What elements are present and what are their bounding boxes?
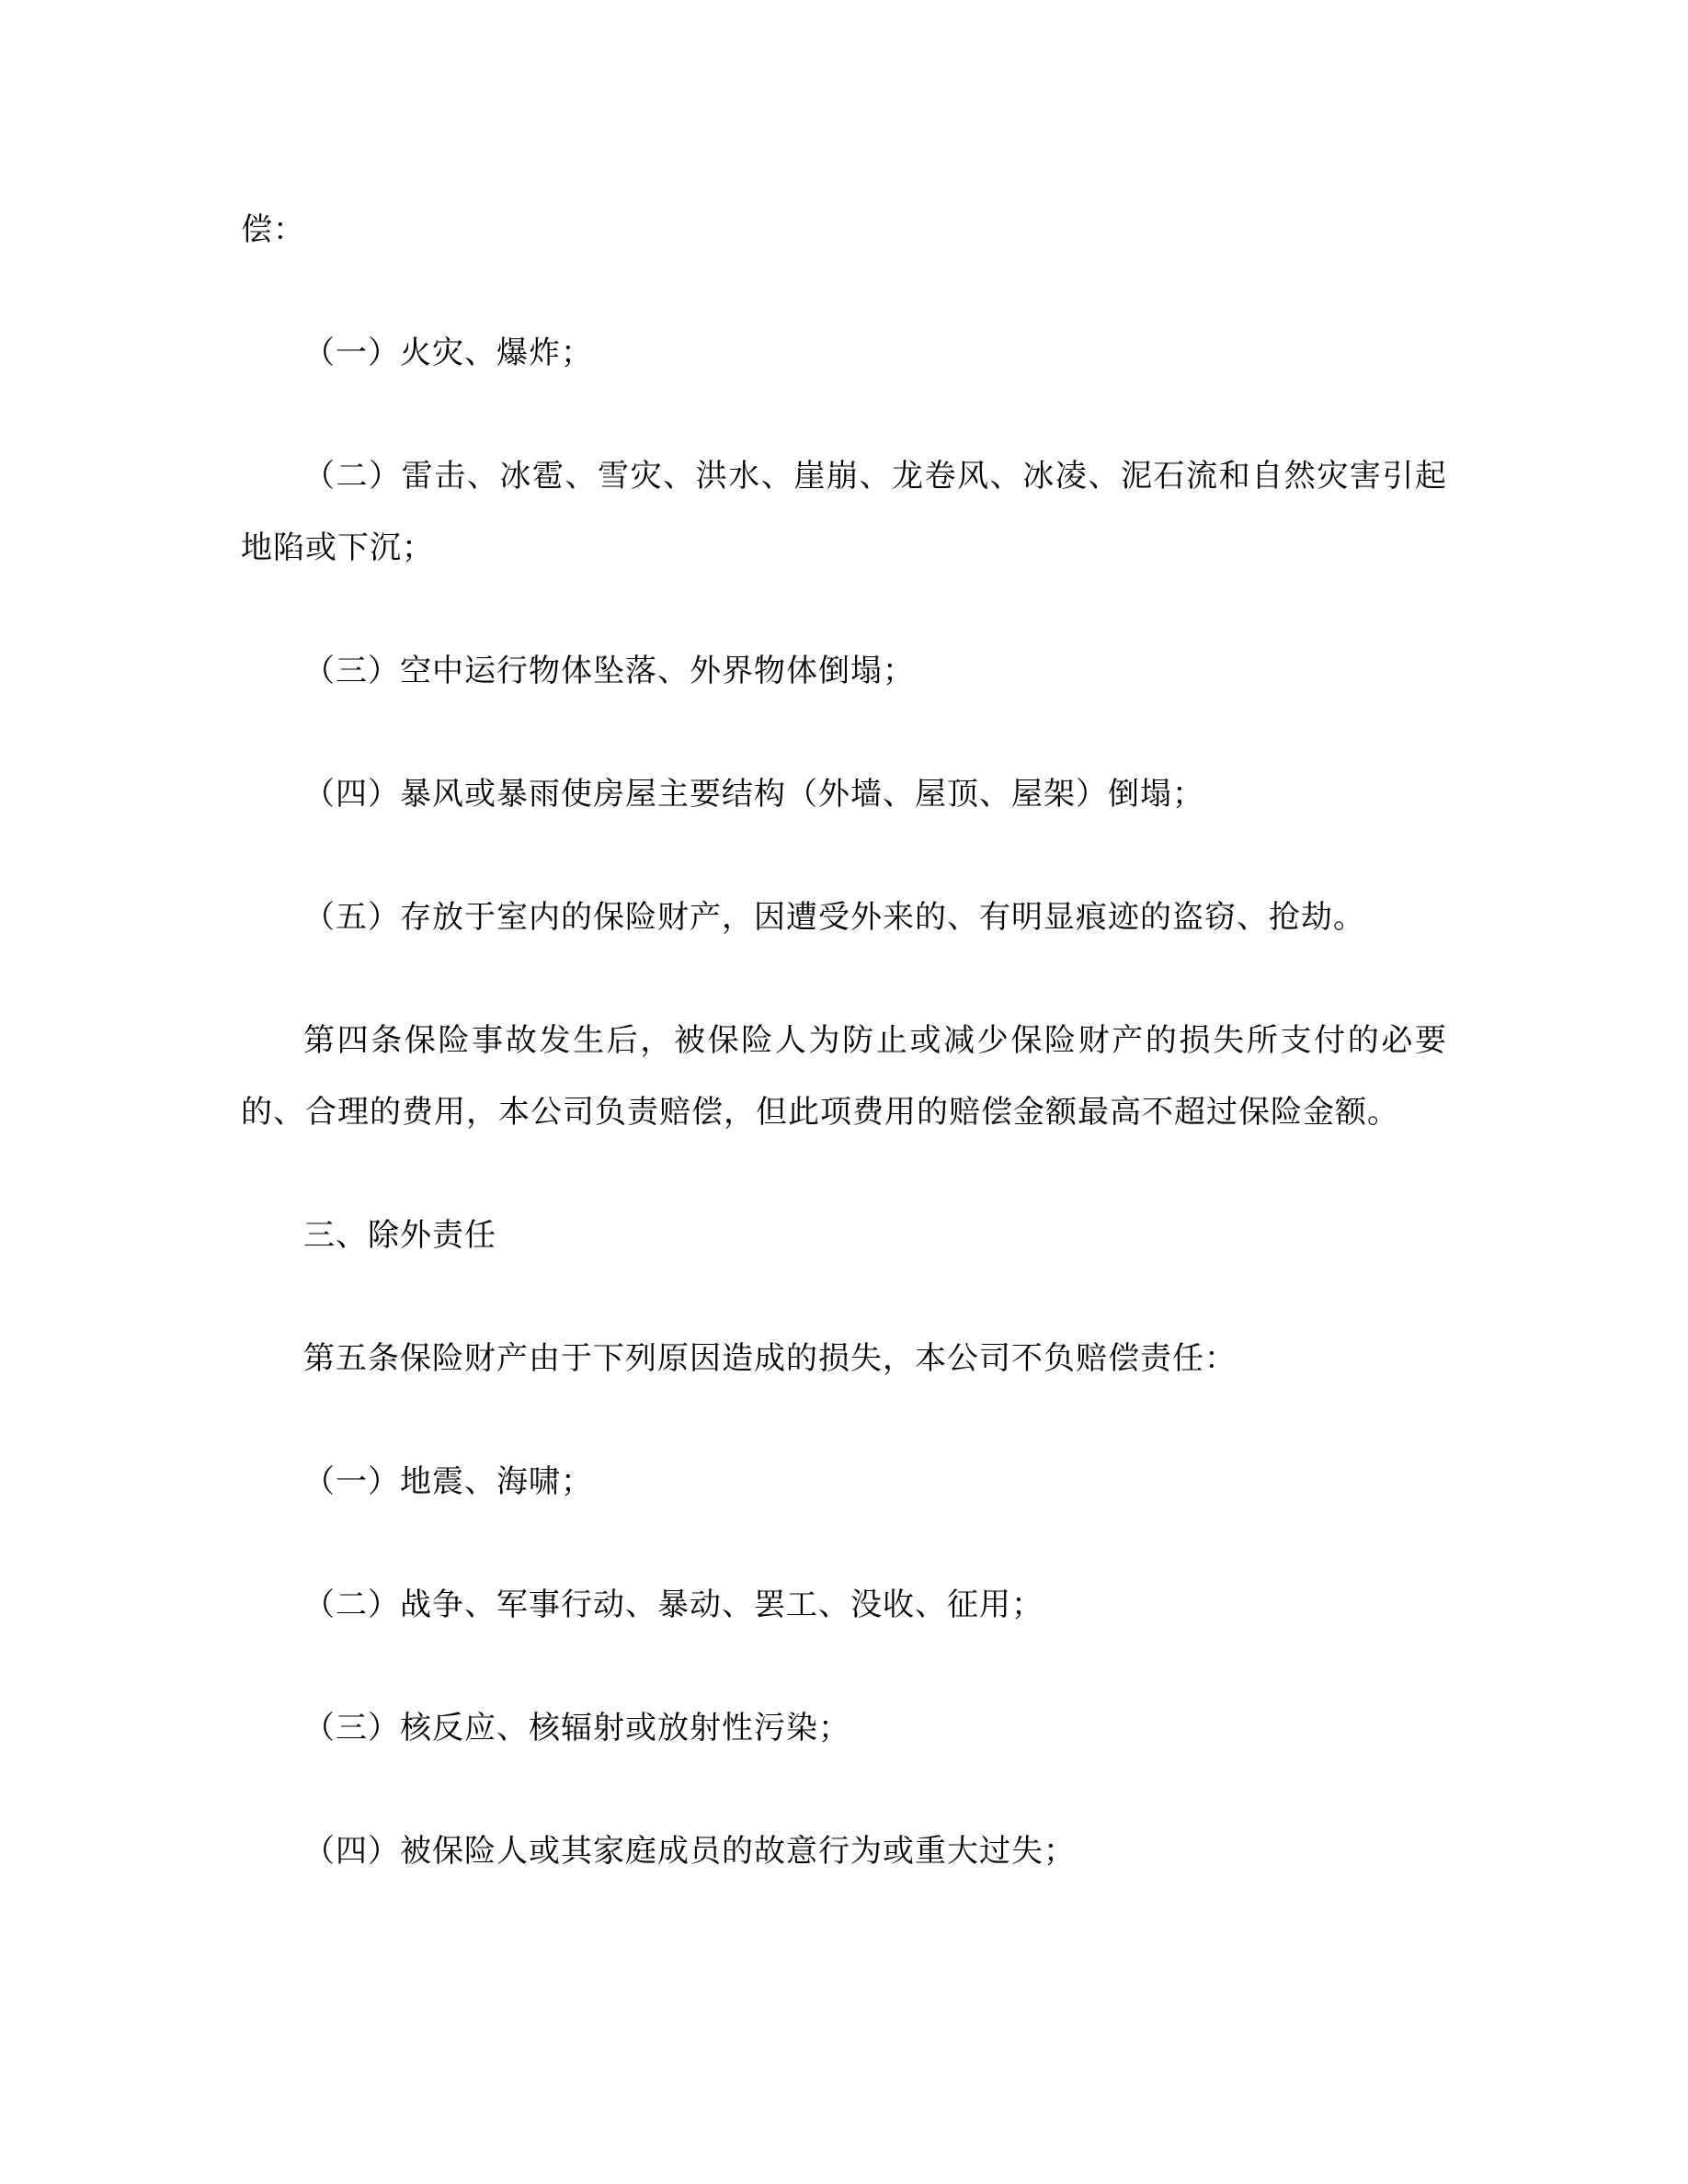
exclusion-item-3: （三）核反应、核辐射或放射性污染； — [303, 1712, 850, 1746]
article-5-paragraph: 第五条保险财产由于下列原因造成的损失，本公司不负赔偿责任： — [303, 1342, 1237, 1376]
paragraph-continuation: 偿： — [241, 213, 305, 247]
list-item-3: （三）空中运行物体坠落、外界物体倒塌； — [303, 654, 915, 688]
exclusion-item-1: （一）地震、海啸； — [303, 1465, 593, 1499]
section-heading-exclusions: 三、除外责任 — [303, 1219, 496, 1253]
list-item-1: （一）火灾、爆炸； — [303, 336, 593, 370]
list-item-4: （四）暴风或暴雨使房屋主要结构（外墙、屋顶、屋架）倒塌； — [303, 778, 1204, 812]
list-item-5: （五）存放于室内的保险财产，因遭受外来的、有明显痕迹的盗窃、抢劫。 — [303, 901, 1365, 935]
exclusion-item-2: （二）战争、军事行动、暴动、罢工、没收、征用； — [303, 1588, 1044, 1622]
list-item-2: （二）雷击、冰雹、雪灾、洪水、崖崩、龙卷风、冰凌、泥石流和自然灾害引起地陷或下沉； — [241, 460, 1447, 565]
article-4-paragraph: 第四条保险事故发生后，被保险人为防止或减少保险财产的损失所支付的必要的、合理的费用，本公司负责赔偿，但此项费用的赔偿金额最高不超过保险金额。 — [241, 1024, 1447, 1130]
exclusion-item-4: （四）被保险人或其家庭成员的故意行为或重大过失； — [303, 1835, 1076, 1869]
